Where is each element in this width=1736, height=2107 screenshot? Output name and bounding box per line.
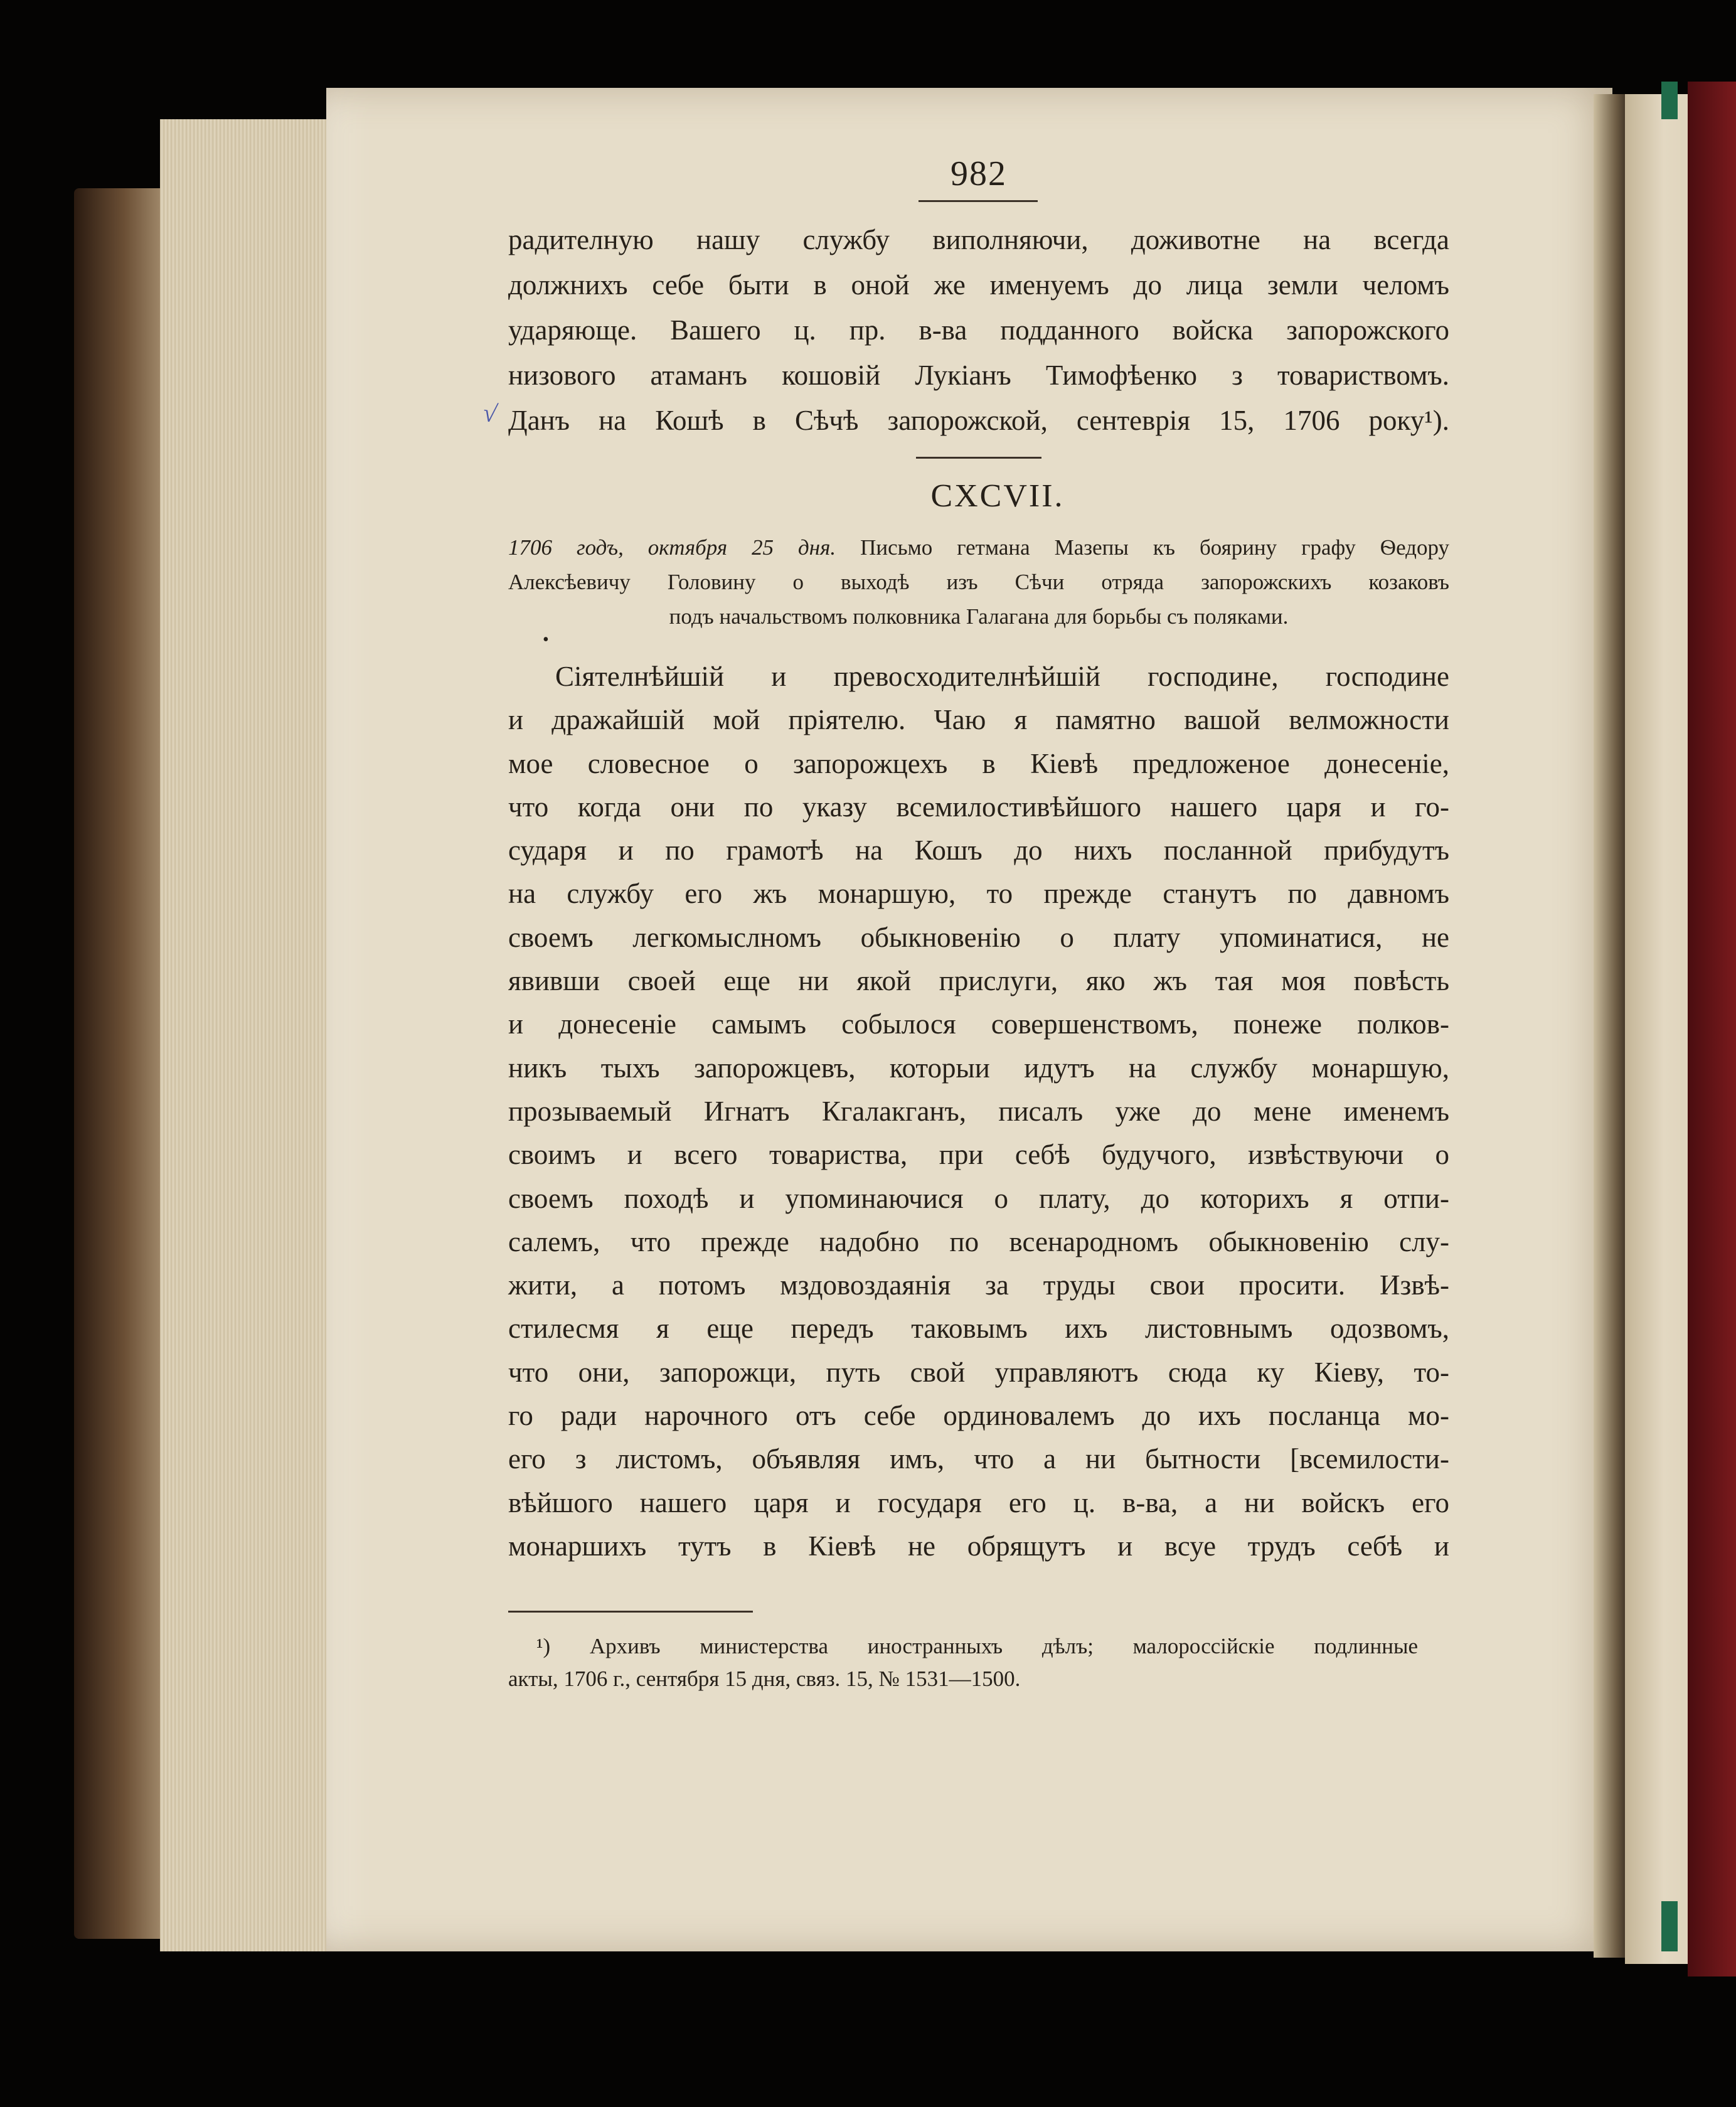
text-line: низового атаманъ кошовій Лукіанъ Тимофѣенко з товариствомъ. (508, 360, 1449, 391)
text-line: радителную нашу службу виполняючи, доживотне на всегда (508, 224, 1449, 255)
summary-line (508, 530, 1449, 565)
text-line: что они, запорожци, путь свой управляютъ сюда ку Кіеву, то- (508, 1356, 1449, 1388)
text-line: своемъ легкомыслномъ обыкновенію о плату упоминатися, не (508, 921, 1449, 953)
section-divider (916, 457, 1041, 459)
summary-date: 1706 годъ, октября 25 дня. (508, 535, 836, 560)
text-line: салемъ, что прежде надобно по всенародномъ обыкновенію слу- (508, 1225, 1449, 1257)
text-line: Сіятелнѣйшій и превосходителнѣйшій господине, господине (555, 661, 1449, 692)
footnote-line: акты, 1706 г., сентября 15 дня, связ. 15, № 1531—1500. (508, 1667, 1021, 1692)
text-line: монаршихъ тутъ в Кіевѣ не обрящутъ и всуе трудъ себѣ и (508, 1530, 1449, 1562)
bookmark-ribbon-bottom (1661, 1901, 1678, 1951)
footnote-marker: ¹) (536, 1634, 551, 1659)
text-line: жити, а потомъ мздовоздаянія за труды свои просити. Извѣ- (508, 1269, 1449, 1301)
page-number-rule (919, 200, 1038, 202)
text-line: никъ тыхъ запорожцевъ, которыи идутъ на службу монаршую, (508, 1052, 1449, 1084)
text-line: должнихъ себе быти в оной же именуемъ до лица земли челомъ (508, 269, 1449, 301)
bookmark-ribbon-top (1661, 82, 1678, 119)
footnote-line (508, 1630, 1418, 1663)
text-line (508, 398, 1449, 443)
text-line: явивши своей еще ни якой прислуги, яко жъ тая моя повѣсть (508, 965, 1449, 997)
text-line: его з листомъ, объявляя имъ, что а ни бытности [всемилости- (508, 1443, 1449, 1475)
section-number: CXCVII. (930, 478, 1065, 514)
top-paragraph (508, 217, 1449, 443)
text-line: прозываемый Игнатъ Кгалакганъ, писалъ уже до мене именемъ (508, 1095, 1449, 1127)
section-summary (508, 530, 1450, 649)
summary-line: подъ начальствомъ полковника Галагана для борьбы съ поляками. (669, 604, 1289, 629)
page-content (508, 154, 1449, 1695)
text-line: и донесеніе самымъ собылося совершенствомъ, понеже полков- (508, 1008, 1449, 1040)
footnote-reference: ¹). (1424, 405, 1449, 436)
stray-mark: • (543, 630, 549, 649)
footnote-text: Архивъ министерства иностранныхъ дѣлъ; малороссійскіе подлинные (589, 1634, 1419, 1659)
text-line: вѣйшого нашего царя и государя его ц. в-ва, а ни войскъ его (508, 1486, 1449, 1518)
text-line: что когда они по указу всемилостивѣйшого нашего царя и го- (508, 791, 1449, 823)
letter-body (508, 655, 1449, 1568)
text-line: и дражайшій мой пріятелю. Чаю я памятно вашой велможности (508, 704, 1449, 736)
text-line: своемъ походѣ и упоминаючися о плату, до которихъ я отпи- (508, 1182, 1449, 1214)
footnote-rule (508, 1611, 753, 1613)
summary-text: Письмо гетмана Мазепы къ боярину графу Ѳедору (860, 535, 1450, 560)
page-stack-edge (160, 119, 336, 1951)
text-line: го ради нарочного отъ себе ординовалемъ до ихъ посланца мо- (508, 1400, 1449, 1432)
footnote (508, 1630, 1418, 1695)
margin-checkmark: √ (481, 398, 499, 429)
text-line: мое словесное о запорожцехъ в Кіевѣ предложеное донесеніе, (508, 747, 1449, 779)
text-line: на службу его жъ монаршую, то прежде станутъ по давномъ (508, 878, 1449, 910)
text-line-content: Данъ на Кошѣ в Сѣчѣ запорожской, сентеврія 15, 1706 року (508, 405, 1425, 436)
book-cover-edge (1688, 82, 1736, 1976)
text-line: ударяюще. Вашего ц. пр. в-ва подданного войска запорожского (508, 314, 1449, 346)
page-number: 982 (951, 154, 1007, 193)
text-line: стилесмя я еще передъ таковымъ ихъ листовнымъ одозвомъ, (508, 1313, 1449, 1345)
summary-line: Алексѣевичу Головину о выходѣ изъ Сѣчи отряда запорожскихъ козаковъ (508, 570, 1449, 594)
text-line: сударя и по грамотѣ на Кошъ до нихъ посланной прибудутъ (508, 835, 1449, 867)
text-line: своимъ и всего товариства, при себѣ будучого, извѣствуючи о (508, 1139, 1449, 1171)
